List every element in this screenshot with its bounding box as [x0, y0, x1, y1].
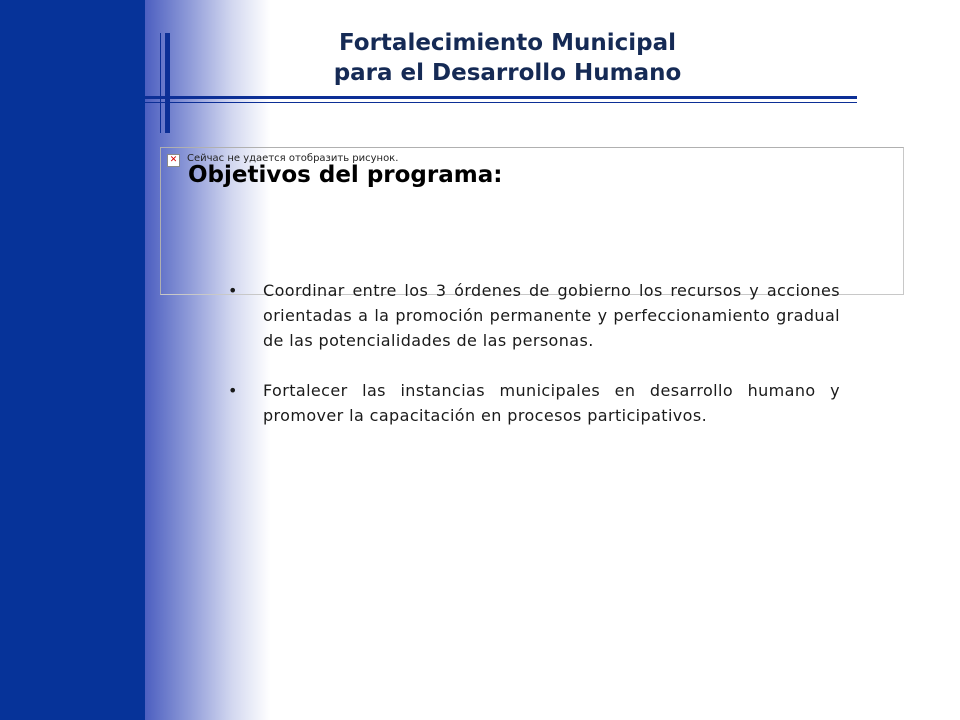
list-item	[228, 378, 840, 428]
broken-image-icon: ✕	[167, 154, 180, 167]
slide-title	[270, 28, 745, 88]
decorative-horizontal-line-thin	[145, 102, 857, 103]
bullet-icon: •	[228, 381, 238, 400]
objectives-list	[228, 278, 840, 453]
slide-title-line-1: Fortalecimiento Municipal	[339, 30, 676, 56]
broken-image-message: Сейчас не удается отобразить рисунок.	[187, 153, 399, 164]
decorative-horizontal-line	[145, 96, 857, 99]
decorative-vertical-line-thin	[160, 33, 161, 133]
decorative-vertical-line	[165, 33, 170, 133]
list-item	[228, 278, 840, 353]
list-item-text: Fortalecer las instancias municipales en desarrollo humano y promover la capacitación en procesos participativos.	[263, 381, 840, 425]
section-heading: Objetivos del programa:	[188, 162, 503, 188]
list-item-text: Coordinar entre los 3 órdenes de gobierno los recursos y acciones orientadas a la promoción permanente y perfeccionamiento gradual de las potencialidades de las personas.	[263, 281, 840, 350]
left-color-band	[0, 0, 145, 720]
bullet-icon: •	[228, 281, 238, 300]
slide-title-line-2: para el Desarrollo Humano	[333, 60, 682, 86]
